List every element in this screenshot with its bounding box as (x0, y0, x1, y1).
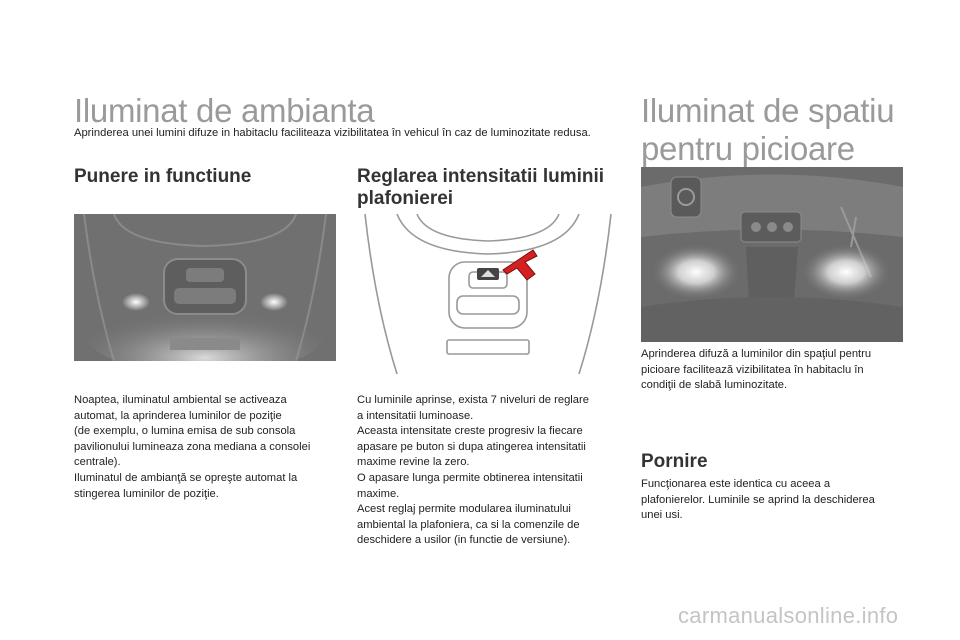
section-title-footwell (641, 92, 941, 168)
text-line: Iluminatul de ambianţă se opreşte automat la (74, 471, 298, 484)
text-line: deschidere a usilor (in functie de versiune). (357, 534, 571, 547)
red-pointer-arrow-icon (503, 250, 537, 280)
text-line: picioare facilitează vizibilitatea în habitaclu în (641, 363, 864, 376)
text-line: ambiental la plafoniera, ca si la comenzile de (357, 518, 580, 531)
text-line: O apasare lunga permite obtinerea intensitatii (357, 471, 583, 484)
text-line: stingerea luminilor de poziţie. (74, 487, 219, 500)
dimmer-button-drawing (357, 214, 619, 374)
title-line: pentru picioare (641, 130, 855, 167)
heading-line: Reglarea intensitatii luminii (357, 166, 605, 187)
text-line: Noaptea, iluminatul ambiental se activeaza (74, 394, 287, 406)
text-line: apasare pe buton si dupa atingerea intensitatii (357, 440, 586, 453)
ceiling-console-illustration (74, 214, 336, 361)
ambient-light-photo (74, 214, 336, 361)
heading-pornire: Pornire (641, 451, 708, 472)
heading-line: plafonierei (357, 188, 454, 209)
text-line: (de exemplu, o lumina emisa de sub consola (74, 425, 296, 438)
footwell-light-photo (641, 167, 903, 342)
text-line: plafonierelor. Luminile se aprind la deschiderea (641, 493, 875, 506)
text-punere-in-functiune (74, 393, 344, 502)
heading-punere-in-functiune: Punere in functiune (74, 166, 252, 187)
heading-reglarea-intensitatii (357, 166, 627, 210)
footwell-illustration (641, 167, 903, 342)
text-line: Aprinderea difuză a luminilor din spaţiul pentru (641, 348, 872, 360)
text-line: Acest reglaj permite modularea iluminatului (357, 503, 571, 516)
text-line: Aceasta intensitate creste progresiv la fiecare (357, 425, 583, 438)
text-line: unei usi. (641, 509, 683, 522)
text-line: Cu luminile aprinse, exista 7 niveluri de reglare (357, 394, 589, 406)
text-line: pavilionului lumineaza zona mediana a consolei (74, 440, 311, 453)
ceiling-console-line-drawing (357, 214, 619, 374)
text-reglarea-intensitatii (357, 393, 627, 549)
text-pornire (641, 477, 916, 524)
section-intro-ambient: Aprinderea unei lumini difuze in habitaclu faciliteaza vizibilitatea în vehicul în caz de luminozitate redusa. (74, 127, 591, 139)
text-line: maxime. (357, 487, 400, 500)
text-line: centrale). (74, 456, 121, 469)
text-line: condiţii de slabă luminozitate. (641, 379, 788, 392)
watermark-text: carmanualsonline.info (678, 603, 899, 628)
text-line: automat, la aprinderea luminilor de poziţie (74, 409, 282, 422)
text-line: a intensitatii luminoase. (357, 409, 474, 422)
title-line: Iluminat de spatiu (641, 92, 895, 129)
text-line: maxime revine la zero. (357, 456, 470, 469)
text-footwell-intro (641, 347, 911, 394)
text-line: Funcţionarea este identica cu aceea a (641, 478, 831, 490)
section-title-ambient: Iluminat de ambianta (74, 92, 375, 129)
